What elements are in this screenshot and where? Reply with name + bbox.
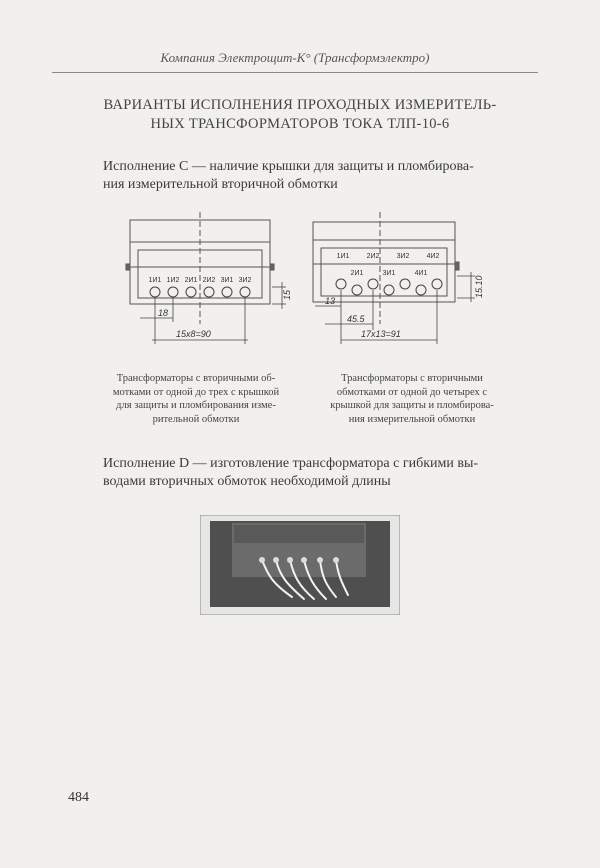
- caption-left: [96, 372, 296, 426]
- height-dim-label: 15.10: [474, 275, 484, 298]
- lead-terminal: [259, 557, 265, 563]
- caption-right-line-1: Трансформаторы с вторичными: [341, 373, 483, 384]
- terminal-screw-3: [368, 279, 378, 289]
- section-d-heading: [103, 455, 523, 491]
- terminal-screw-1: [150, 287, 160, 297]
- terminal-screw-6: [240, 287, 250, 297]
- total-dim-label: 17x13=91: [361, 329, 401, 339]
- page-title: [80, 96, 520, 134]
- terminal-label: 1И2: [166, 277, 180, 284]
- terminal-label: 2И1: [350, 270, 364, 277]
- section-d-line-1: Исполнение D — изготовление трансформатора с гибкими вы-: [103, 456, 479, 471]
- terminal-screw-6: [416, 285, 426, 295]
- terminal-label: 3И1: [382, 270, 396, 277]
- terminal-label: 4И1: [414, 270, 428, 277]
- lead-terminal: [273, 557, 279, 563]
- caption-right-line-2: обмотками от одной до четырех с: [336, 386, 488, 398]
- mid-dim-label: 45.5: [347, 314, 365, 324]
- caption-left-line-2: мотками от одной до трех с крышкой: [112, 386, 280, 398]
- lead-terminal: [317, 557, 323, 563]
- terminal-label: 2И2: [202, 277, 216, 284]
- caption-left-line-1: Трансформаторы с вторичными об-: [116, 373, 276, 384]
- terminal-label: 4И2: [426, 253, 440, 260]
- right-terminal-drawing: [305, 212, 505, 362]
- terminal-label: 1И1: [148, 277, 162, 284]
- right-latch: [455, 262, 459, 270]
- terminal-screw-7: [432, 279, 442, 289]
- section-d-line-2: водами вторичных обмоток необходимой длины: [103, 474, 391, 489]
- right-latch: [270, 264, 274, 270]
- transformer-top: [234, 525, 364, 543]
- left-latch: [126, 264, 130, 270]
- caption-left-line-3: для защиты и пломбирования изме-: [116, 400, 276, 411]
- lead-terminal: [287, 557, 293, 563]
- terminal-label: 3И2: [238, 277, 252, 284]
- total-dim-label: 15x8=90: [176, 329, 211, 339]
- terminal-label: 2И1: [184, 277, 198, 284]
- terminal-label: 2И2: [366, 253, 380, 260]
- housing-outline: [313, 222, 455, 240]
- title-line-2: НЫХ ТРАНСФОРМАТОРОВ ТОКА ТЛП-10-6: [150, 116, 450, 132]
- flexible-leads-photo: [200, 515, 400, 615]
- caption-left-line-4: рительной обмотки: [152, 413, 240, 425]
- terminal-label: 1И1: [336, 253, 350, 260]
- section-c-heading: [103, 158, 523, 194]
- page-number: 484: [68, 790, 89, 805]
- terminal-screw-4: [204, 287, 214, 297]
- lead-terminal: [301, 557, 307, 563]
- terminal-screw-5: [222, 287, 232, 297]
- offset-dim-label: 13: [325, 296, 336, 306]
- caption-right-line-3: крышкой для защиты и пломбирова-: [330, 400, 494, 411]
- running-header: Компания Электрощит-К° (Трансформэлектро): [160, 50, 430, 65]
- terminal-label: 3И2: [396, 253, 410, 260]
- terminal-screw-5: [400, 279, 410, 289]
- section-c-line-2: ния измерительной вторичной обмотки: [103, 177, 338, 192]
- left-terminal-drawing: [100, 212, 300, 362]
- lead-terminal: [333, 557, 339, 563]
- caption-right-line-4: ния измерительной обмотки: [348, 413, 476, 425]
- terminal-screw-2: [352, 285, 362, 295]
- title-line-1: ВАРИАНТЫ ИСПОЛНЕНИЯ ПРОХОДНЫХ ИЗМЕРИТЕЛЬ-: [103, 97, 497, 113]
- header-divider: [52, 72, 538, 73]
- height-dim-label: 15: [282, 289, 292, 300]
- terminal-screw-2: [168, 287, 178, 297]
- offset-dim-label: 18: [158, 308, 169, 318]
- terminal-screw-4: [384, 285, 394, 295]
- terminal-screw-3: [186, 287, 196, 297]
- caption-right: [312, 372, 512, 426]
- section-c-line-1: Исполнение C — наличие крышки для защиты и пломбирова-: [103, 159, 474, 174]
- terminal-screw-1: [336, 279, 346, 289]
- terminal-label: 3И1: [220, 277, 234, 284]
